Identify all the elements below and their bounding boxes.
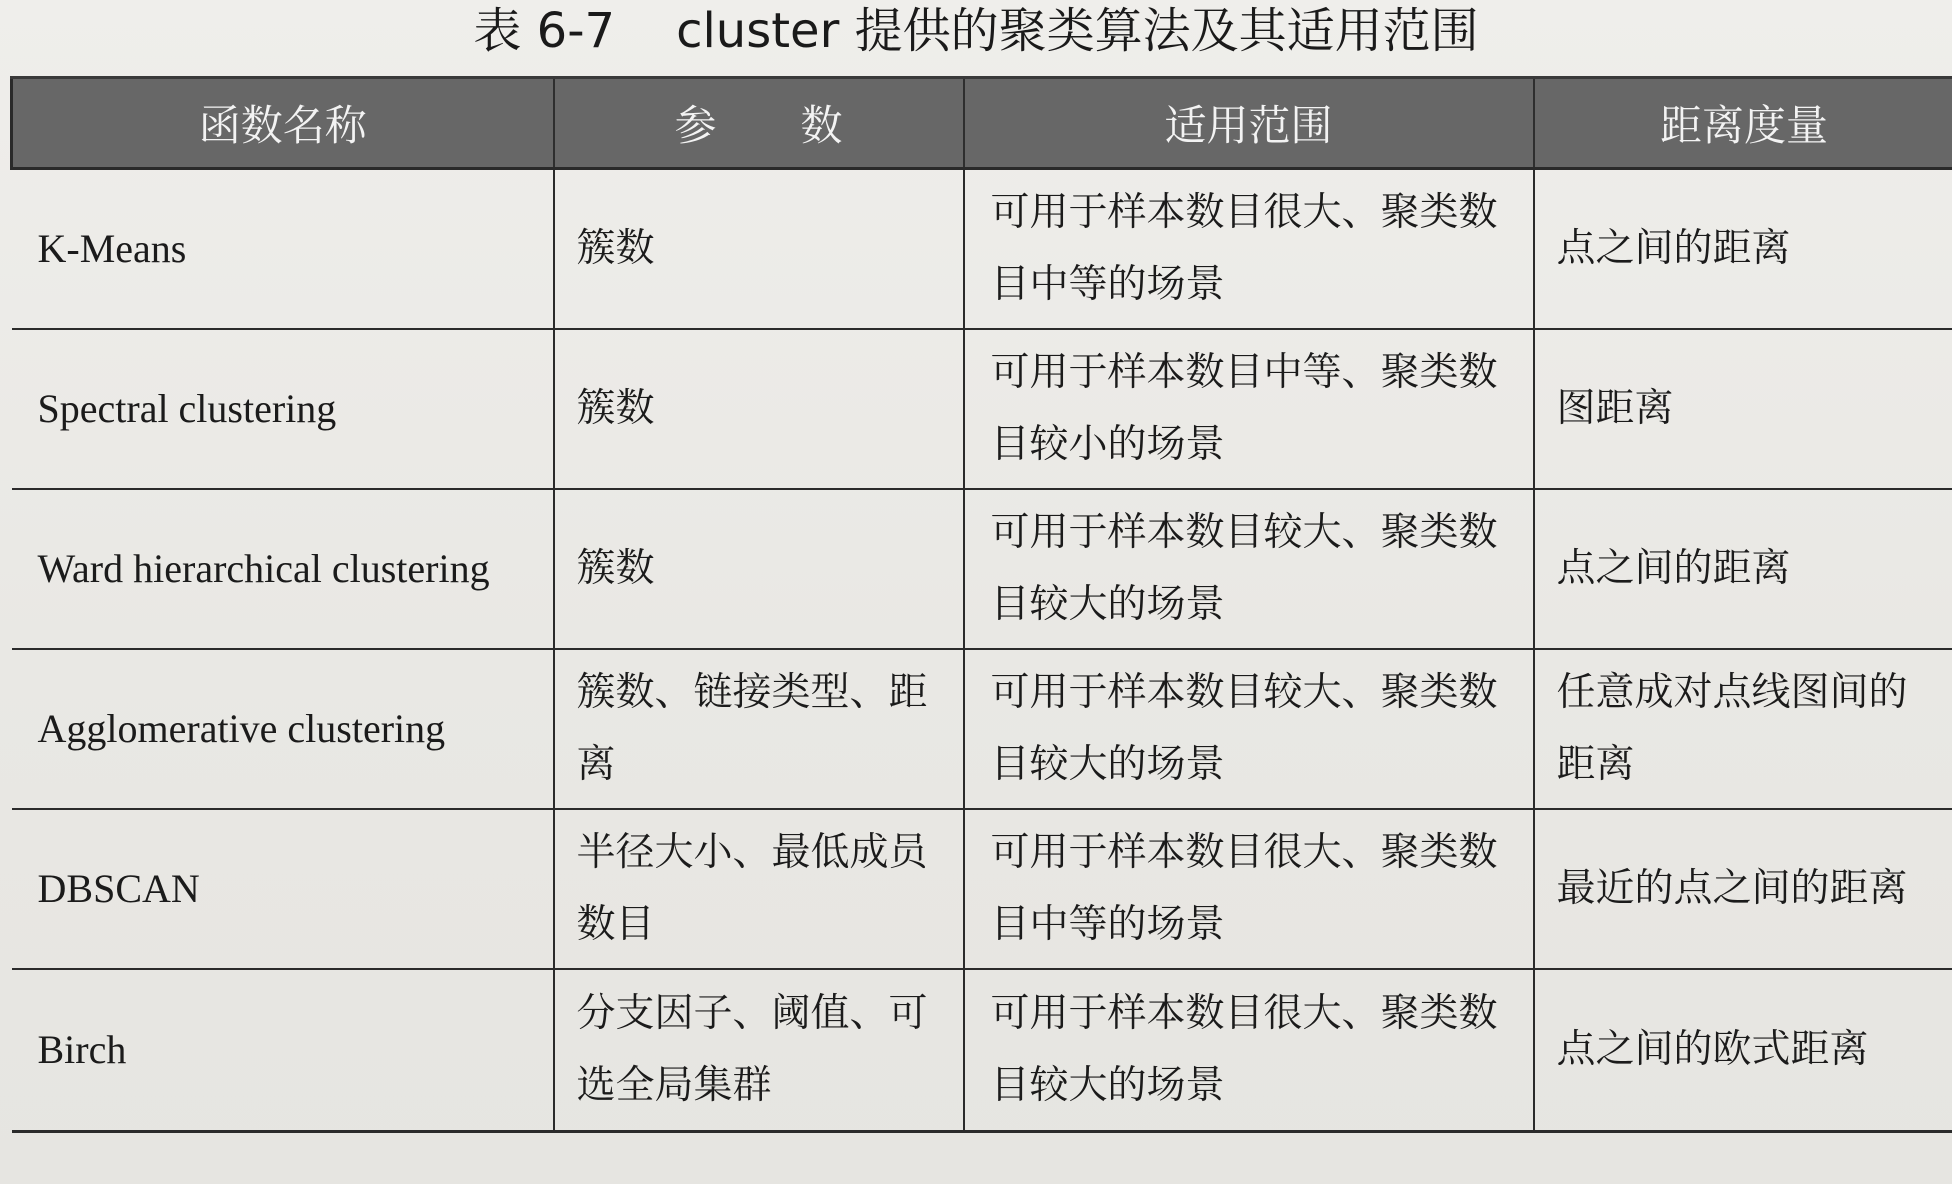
cell-function-name: Spectral clustering — [12, 329, 554, 489]
cell-function-name: Birch — [12, 969, 554, 1132]
table-caption: 表 6-7 cluster 提供的聚类算法及其适用范围 — [473, 3, 1479, 59]
cell-function-name: DBSCAN — [12, 809, 554, 969]
header-scope: 适用范围 — [964, 78, 1534, 169]
cell-distance-metric: 点之间的距离 — [1534, 489, 1952, 649]
table-row — [12, 169, 1952, 330]
table-row — [12, 489, 1952, 649]
cell-scope: 可用于样本数目很大、聚类数目较大的场景 — [964, 969, 1534, 1132]
table-row — [12, 969, 1952, 1132]
cell-parameters: 簇数 — [554, 169, 964, 330]
clustering-algorithms-table — [10, 76, 1952, 1133]
cell-distance-metric: 最近的点之间的距离 — [1534, 809, 1952, 969]
cell-function-name: Agglomerative clustering — [12, 649, 554, 809]
cell-scope: 可用于样本数目中等、聚类数目较小的场景 — [964, 329, 1534, 489]
cell-parameters: 半径大小、最低成员数目 — [554, 809, 964, 969]
header-distance-metric: 距离度量 — [1534, 78, 1952, 169]
cell-scope: 可用于样本数目很大、聚类数目中等的场景 — [964, 809, 1534, 969]
cell-scope: 可用于样本数目较大、聚类数目较大的场景 — [964, 489, 1534, 649]
cell-distance-metric: 图距离 — [1534, 329, 1952, 489]
table-row — [12, 649, 1952, 809]
cell-distance-metric: 点之间的欧式距离 — [1534, 969, 1952, 1132]
cell-function-name: K-Means — [12, 169, 554, 330]
cell-scope: 可用于样本数目较大、聚类数目较大的场景 — [964, 649, 1534, 809]
cell-parameters: 簇数 — [554, 489, 964, 649]
cell-function-name: Ward hierarchical clustering — [12, 489, 554, 649]
cell-parameters: 簇数、链接类型、距离 — [554, 649, 964, 809]
cell-scope: 可用于样本数目很大、聚类数目中等的场景 — [964, 169, 1534, 330]
table-header-row — [12, 78, 1952, 169]
cell-parameters: 簇数 — [554, 329, 964, 489]
header-function-name: 函数名称 — [12, 78, 554, 169]
table-row — [12, 329, 1952, 489]
cell-parameters: 分支因子、阈值、可选全局集群 — [554, 969, 964, 1132]
cell-distance-metric: 点之间的距离 — [1534, 169, 1952, 330]
cell-distance-metric: 任意成对点线图间的距离 — [1534, 649, 1952, 809]
table-row — [12, 809, 1952, 969]
header-parameters: 参 数 — [554, 78, 964, 169]
